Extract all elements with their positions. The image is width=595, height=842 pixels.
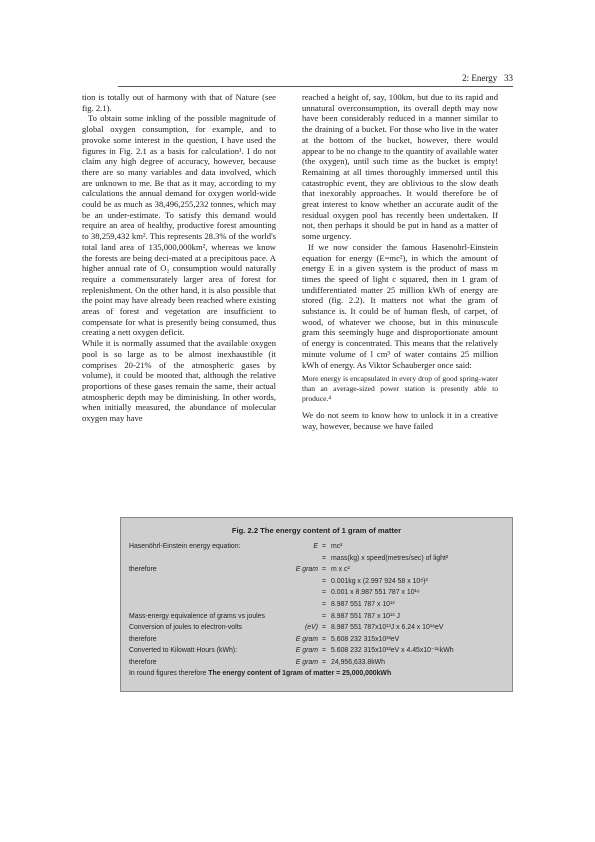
row-value: m x c² bbox=[331, 566, 350, 574]
figure-row bbox=[129, 600, 506, 609]
paragraph: We do not seem to know how to unlock it in a creative way, however, because we have failed bbox=[302, 410, 498, 431]
row-value: 5.608 232 315x10³²eV x 4.45x10⁻²⁶kWh bbox=[331, 647, 454, 655]
row-value: mass(kg) x speed(metres/sec) of light² bbox=[331, 554, 449, 562]
row-equals: = bbox=[322, 566, 327, 574]
row-equals: = bbox=[322, 635, 327, 643]
figure-title: Fig. 2.2 The energy content of 1 gram of matter bbox=[231, 526, 402, 535]
row-label: Converted to Kilowatt Hours (kWh): bbox=[129, 647, 237, 655]
row-lhs: (eV) bbox=[304, 624, 318, 632]
row-label: therefore bbox=[129, 635, 157, 643]
row-equals: = bbox=[322, 624, 327, 632]
figure-row bbox=[129, 658, 506, 667]
block-quote: More energy is encapsulated in every drop of good spring-water than an average-sized power station is presently able to produce.⁴ bbox=[302, 374, 498, 404]
conclusion-bold: The energy content of 1gram of matter = 25,000,000kWh bbox=[208, 670, 392, 677]
row-equals: = bbox=[322, 543, 327, 550]
row-value: 8.987 551 787 x 10¹³ bbox=[331, 601, 395, 608]
running-head-title: 2: Energy bbox=[462, 73, 498, 83]
row-label: therefore bbox=[129, 659, 157, 666]
figure-row bbox=[129, 565, 506, 574]
row-value: 8.987 551 787x10¹³J x 6.24 x 10¹⁸eV bbox=[331, 624, 444, 632]
right-column bbox=[302, 92, 498, 432]
row-value: mc² bbox=[331, 543, 343, 550]
row-value: 0.001 x 8.987 551 787 x 10¹⁶ bbox=[331, 589, 420, 597]
row-value: 24,956,633.8kWh bbox=[331, 659, 386, 666]
row-lhs: E gram bbox=[295, 566, 318, 574]
row-equals: = bbox=[322, 612, 327, 620]
running-header bbox=[118, 72, 513, 84]
row-lhs: E gram bbox=[295, 635, 318, 643]
figure-row bbox=[129, 646, 506, 655]
row-lhs: E bbox=[313, 543, 318, 550]
left-column bbox=[82, 92, 276, 424]
paragraph: While it is normally assumed that the available oxygen pool is so large as to be almost inexhaustible (it comprises 20-21% of the atmospheric gases by volume), it could be mooted that, although the relative proportions of these gases remain the same, their actual atmospheric depth may be diminishing. In other words, when initially measured, the abundance of molecular oxygen may have bbox=[82, 338, 276, 424]
row-label: therefore bbox=[129, 566, 157, 574]
row-equals: = bbox=[322, 577, 327, 585]
figure-row bbox=[129, 554, 506, 563]
figure-row bbox=[129, 577, 506, 586]
figure-row bbox=[129, 542, 506, 551]
figure-row bbox=[129, 588, 506, 597]
figure-row bbox=[129, 635, 506, 644]
paragraph: reached a height of, say, 100km, but due to its rapid and unnatural overconsumption, its overall depth may now have been considerably reduced in a manner similar to the draining of a bucket. For those who live in the water at the bottom of the bucket, however, there would appear to be no change to the quantity of available water (the oxygen), until such time as the bucket is empty! Remaining at all times thoroughly immersed until this catastrophic event, they are oblivious to the slow death that inexorably approaches. It would therefore be of great interest to know whether an accurate audit of the residual oxygen pool has recently been undertaken. If not, then perhaps it should be put in hand as a matter of some urgency. bbox=[302, 92, 498, 242]
page-number: 33 bbox=[504, 73, 513, 83]
paragraph: tion is totally out of harmony with that of Nature (see fig. 2.1). bbox=[82, 92, 276, 113]
row-equals: = bbox=[322, 601, 327, 608]
figure-2-2 bbox=[120, 517, 513, 692]
figure-conclusion bbox=[129, 670, 391, 677]
row-lhs: E gram bbox=[295, 647, 318, 655]
row-equals: = bbox=[322, 647, 327, 655]
row-label: Conversion of joules to electron-volts bbox=[129, 624, 242, 632]
row-label: Hasenöhrl-Einstein energy equation: bbox=[129, 543, 241, 550]
row-equals: = bbox=[322, 589, 327, 597]
paragraph: To obtain some inkling of the possible magnitude of global oxygen consumption, for example, and to provoke some interest in the question, I have used the figures in Fig. 2.1 as a basis for calculation¹. I do not claim any high degree of accuracy, however, because there are so many variables and data involved, which are unknown to me. Be that as it may, according to my calculations the annual demand for oxygen world-wide could be as much as 38,496,255,232 tonnes, which may be an under-estimate. To satisfy this demand would require an area of healthy, productive forest amounting to 38,259,432 km². This represents 28.3% of the world's total land area of 135,000,000km², whereas we know the forests are being deci-mated at a precipitous pace. A higher annual rate of O₂ consumption would naturally require a commensurately larger area of forest for replenishment. On the other hand, it is also possible that the point may have already been reached where existing areas of forest and vegetation are insufficient to compensate for what is presently being consumed, thus creating a nett oxygen deficit. bbox=[82, 113, 276, 338]
row-equals: = bbox=[322, 554, 327, 562]
header-rule bbox=[118, 86, 513, 87]
row-lhs: E gram bbox=[295, 659, 318, 666]
figure-row bbox=[129, 623, 506, 632]
row-equals: = bbox=[322, 659, 327, 666]
row-value: 5.608 232 315x10³²eV bbox=[331, 635, 400, 643]
figure-row bbox=[129, 612, 506, 621]
row-value: 8.987 551 787 x 10¹³ J bbox=[331, 612, 400, 620]
row-label: Mass-energy equivalence of grams vs joules bbox=[129, 612, 265, 620]
conclusion-prefix: In round figures therefore bbox=[129, 670, 209, 677]
paragraph: If we now consider the famous Hasenohrl-Einstein equation for energy (E=mc²), in which the amount of energy E in a given system is the product of mass m times the speed of light c squared, then in 1 gram of undifferentiated matter 25 million kWh of energy are stored (fig. 2.2). It matters not what the gram of substance is. It could be of human flesh, of carpet, of wood, of whatever we choose, but in this minuscule gram this seemingly huge and disproportionate amount of energy is concentrated. This means that the relatively minute volume of l cm³ of water contains 25 million kWh of energy. As Viktor Schauberger once said: bbox=[302, 241, 498, 370]
row-value: 0.001kg x (2.997 924 58 x 10⁸)² bbox=[331, 577, 428, 585]
